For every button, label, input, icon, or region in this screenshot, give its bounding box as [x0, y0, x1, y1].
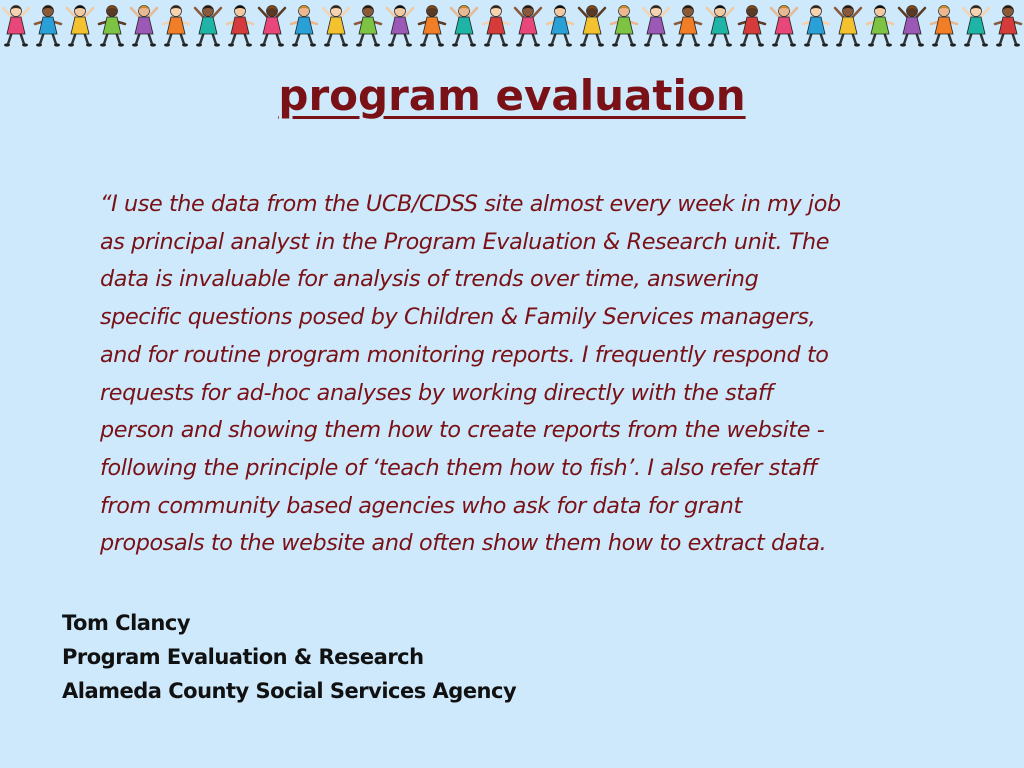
- quote-line: from community based agencies who ask for data for grant: [100, 492, 742, 519]
- quote-line: proposals to the website and often show them how to extract data.: [100, 530, 827, 557]
- quote-line: specific questions posed by Children & Family Services managers,: [100, 304, 816, 331]
- child-figure-icon: [611, 6, 637, 47]
- testimonial-quote: [100, 186, 970, 563]
- child-figure-icon: [451, 6, 477, 47]
- child-figure-icon: [707, 6, 733, 47]
- child-figure-icon: [67, 6, 93, 47]
- child-figure-icon: [963, 6, 989, 47]
- child-figure-icon: [867, 6, 893, 47]
- child-figure-icon: [163, 6, 189, 47]
- child-figure-icon: [131, 6, 157, 47]
- child-figure-icon: [931, 6, 957, 47]
- child-figure-icon: [355, 6, 381, 47]
- quote-line: as principal analyst in the Program Evaluation & Research unit. The: [100, 228, 830, 255]
- quote-line: data is invaluable for analysis of trends over time, answering: [100, 266, 759, 293]
- quote-line: requests for ad-hoc analyses by working directly with the staff: [100, 379, 773, 406]
- child-figure-icon: [995, 6, 1021, 47]
- child-figure-icon: [579, 6, 605, 47]
- attribution-name: Tom Clancy: [62, 611, 191, 635]
- slide-title: program evaluation: [278, 71, 746, 120]
- child-figure-icon: [771, 6, 797, 47]
- child-figure-icon: [643, 6, 669, 47]
- child-figure-icon: [291, 6, 317, 47]
- child-figure-icon: [195, 6, 221, 47]
- child-figure-icon: [99, 6, 125, 47]
- attribution-agency: Alameda County Social Services Agency: [62, 679, 517, 703]
- child-figure-icon: [387, 6, 413, 47]
- quote-line: “I use the data from the UCB/CDSS site almost every week in my job: [100, 191, 841, 217]
- child-figure-icon: [323, 6, 349, 47]
- attribution-unit: Program Evaluation & Research: [62, 645, 424, 669]
- child-figure-icon: [899, 6, 925, 47]
- child-figure-icon: [739, 6, 765, 47]
- child-figure-icon: [515, 6, 541, 47]
- child-figure-icon: [227, 6, 253, 47]
- attribution-block: [62, 606, 516, 708]
- child-figure-icon: [419, 6, 445, 47]
- children-border-decoration: [0, 0, 1024, 50]
- quote-line: following the principle of ‘teach them how to fish’. I also refer staff: [100, 454, 817, 481]
- quote-line: and for routine program monitoring reports. I frequently respond to: [100, 341, 829, 368]
- child-figure-icon: [35, 6, 61, 47]
- child-figure-icon: [803, 6, 829, 47]
- child-figure-icon: [3, 6, 29, 47]
- child-figure-icon: [483, 6, 509, 47]
- child-figure-icon: [835, 6, 861, 47]
- child-figure-icon: [259, 6, 285, 47]
- child-figure-icon: [675, 6, 701, 47]
- child-figure-icon: [547, 6, 573, 47]
- quote-line: person and showing them how to create reports from the website -: [100, 417, 825, 444]
